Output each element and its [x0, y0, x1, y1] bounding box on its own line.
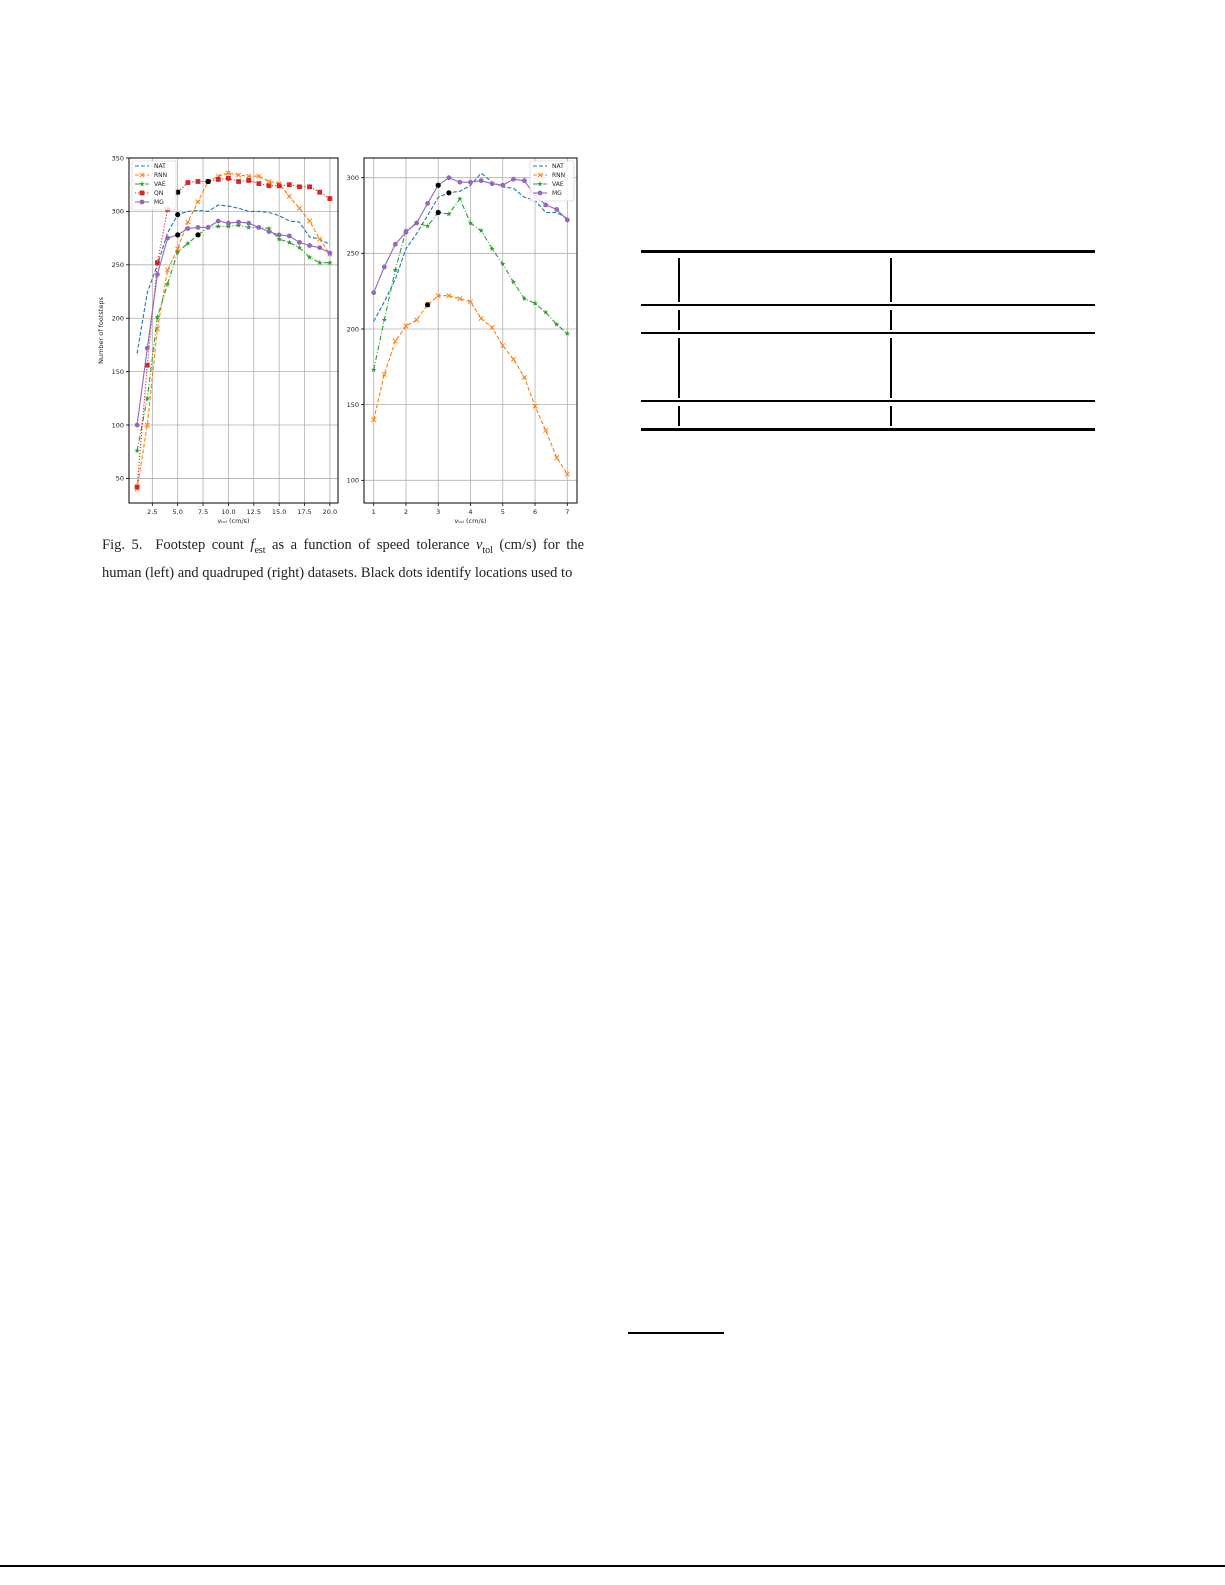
legend-label-rnn: RNN: [154, 172, 168, 179]
legend: [530, 161, 574, 201]
legend-label-vae: VAE: [154, 181, 166, 188]
highlight-points: [175, 179, 211, 238]
circle-marker: [479, 178, 484, 183]
circle-marker: [140, 200, 145, 205]
caption-text-1: Footstep count: [155, 537, 251, 553]
circle-marker: [425, 201, 430, 206]
square-marker: [216, 177, 221, 182]
y-tick-label: 50: [115, 474, 124, 483]
x-tick-label: 2: [403, 508, 409, 516]
table-col-divider: [678, 310, 680, 330]
table-col-divider: [890, 406, 892, 426]
y-tick-label: 200: [346, 325, 359, 334]
x-tick-label: 7: [565, 508, 570, 516]
x-tick-label: 20.0: [322, 508, 338, 516]
table-col-divider: [678, 406, 680, 426]
circle-marker: [554, 207, 559, 212]
square-marker: [155, 260, 160, 265]
star-marker: [165, 281, 170, 286]
caption-label: Fig. 5.: [102, 537, 143, 553]
star-marker: [511, 279, 516, 284]
circle-marker: [414, 221, 419, 226]
table-col-divider: [890, 338, 892, 398]
table-row-rule: [641, 304, 1095, 306]
black-dot-marker: [195, 232, 200, 237]
circle-marker: [236, 220, 241, 225]
y-tick-label: 150: [111, 367, 124, 376]
square-marker: [226, 176, 231, 181]
circle-marker: [246, 221, 251, 226]
circle-marker: [287, 234, 292, 239]
table-row-rule: [641, 332, 1095, 334]
y-tick-label: 250: [346, 249, 359, 258]
black-dot-marker: [425, 302, 430, 307]
square-marker: [185, 180, 190, 185]
caption-text-2: as a function of speed tolerance: [265, 537, 476, 553]
circle-marker: [404, 230, 409, 235]
y-axis-label: Number of footsteps: [97, 297, 105, 364]
square-marker: [196, 179, 201, 184]
subscript-tol: tol: [482, 544, 493, 556]
grid: [364, 158, 577, 503]
circle-marker: [490, 181, 495, 186]
star-marker: [317, 260, 322, 265]
series-line: [137, 221, 330, 425]
square-marker: [236, 179, 241, 184]
black-dot-marker: [206, 179, 211, 184]
circle-marker: [216, 219, 221, 224]
caption-text-3: (cm/s) for the human (left) and quadruped (right) datasets. Black dots identify locations used to: [102, 537, 585, 581]
circle-marker: [155, 272, 160, 277]
series-rnn: [135, 171, 332, 492]
x-axis-label: vₜₒₗ (cm/s): [454, 517, 487, 525]
y-tick-label: 100: [346, 476, 359, 485]
star-marker: [216, 224, 221, 229]
circle-marker: [206, 225, 211, 230]
x-tick-label: 10.0: [221, 508, 236, 516]
footnote-rule: [628, 1332, 724, 1334]
table-col-divider: [678, 338, 680, 398]
square-marker: [267, 183, 272, 188]
table-col-divider: [890, 258, 892, 302]
square-marker: [287, 182, 292, 187]
circle-marker: [382, 265, 387, 270]
circle-marker: [256, 225, 261, 230]
subscript-est: est: [254, 544, 266, 556]
y-tick-label: 300: [346, 173, 359, 182]
circle-marker: [468, 180, 473, 185]
circle-marker: [277, 233, 282, 238]
table-top-rule: [641, 250, 1095, 253]
x-tick-label: 7.5: [197, 508, 209, 516]
black-dot-marker: [446, 190, 451, 195]
x-tick-label: 1: [371, 508, 376, 516]
circle-marker: [565, 218, 570, 223]
circle-marker: [317, 245, 322, 250]
circle-marker: [226, 221, 231, 226]
black-dot-marker: [175, 212, 180, 217]
circle-marker: [446, 175, 451, 180]
chart-human-footsteps: [95, 150, 345, 534]
legend-label-qn: QN: [154, 190, 164, 197]
square-marker: [277, 183, 282, 188]
legend-label-nat: NAT: [552, 163, 564, 170]
legend: [132, 161, 176, 210]
x-tick-label: 4: [468, 508, 473, 516]
star-marker: [457, 196, 462, 201]
circle-marker: [457, 180, 462, 185]
x-tick-label: 15.0: [271, 508, 287, 516]
y-tick-label: 350: [111, 154, 124, 163]
x-tick-label: 17.5: [297, 508, 312, 516]
circle-marker: [267, 229, 272, 234]
legend-label-rnn: RNN: [552, 172, 566, 179]
circle-marker: [500, 183, 505, 188]
series-mg: [135, 219, 333, 428]
y-tick-label: 250: [111, 261, 124, 270]
legend-label-vae: VAE: [552, 181, 564, 188]
x-tick-label: 6: [532, 508, 538, 516]
black-dot-marker: [436, 183, 441, 188]
star-marker: [382, 317, 387, 322]
star-marker: [134, 448, 139, 453]
circle-marker: [371, 290, 376, 295]
circle-marker: [135, 423, 140, 428]
legend-label-nat: NAT: [154, 163, 166, 170]
legend-label-mg: MG: [552, 190, 562, 197]
legend-label-mg: MG: [154, 199, 164, 206]
y-tick-label: 150: [346, 400, 359, 409]
circle-marker: [538, 191, 543, 196]
circle-marker: [145, 346, 150, 351]
square-marker: [307, 184, 312, 189]
x-axis-label: vₜₒₗ (cm/s): [217, 517, 250, 525]
table-col-divider: [890, 310, 892, 330]
series-line: [137, 178, 330, 487]
x-tick-label: 12.5: [246, 508, 262, 516]
series-line: [137, 225, 330, 450]
black-dot-marker: [436, 210, 441, 215]
x-tick-label: 2.5: [147, 508, 158, 516]
x-tick-label: 5: [500, 508, 505, 516]
table-row-rule: [641, 400, 1095, 402]
x-tick-label: 3: [436, 508, 441, 516]
table-col-divider: [678, 258, 680, 302]
y-tick-label: 200: [111, 314, 124, 323]
circle-marker: [393, 242, 398, 247]
square-marker: [317, 190, 322, 195]
circle-marker: [522, 178, 527, 183]
circle-marker: [327, 251, 332, 256]
square-marker: [246, 178, 251, 183]
symbol-v: v: [475, 537, 483, 553]
y-tick-label: 300: [111, 207, 124, 216]
page-bottom-rule: [0, 1565, 1225, 1567]
circle-marker: [511, 177, 516, 182]
black-dot-marker: [175, 232, 180, 237]
circle-marker: [185, 226, 190, 231]
circle-marker: [196, 225, 201, 230]
circle-marker: [543, 203, 548, 208]
square-marker: [256, 181, 261, 186]
circle-marker: [307, 243, 312, 248]
series-vae: [134, 222, 332, 452]
square-marker: [140, 191, 145, 196]
chart-quadruped-footsteps: [340, 150, 585, 534]
circle-marker: [165, 236, 170, 241]
symbol-f: f: [250, 537, 255, 553]
circle-marker: [297, 240, 302, 245]
square-marker: [135, 485, 140, 490]
figure-caption: [102, 534, 584, 584]
star-marker: [446, 211, 451, 216]
table-bottom-rule: [641, 428, 1095, 431]
square-marker: [327, 196, 332, 201]
series-line: [137, 173, 330, 489]
square-marker: [297, 184, 302, 189]
y-tick-label: 100: [111, 421, 124, 430]
x-tick-label: 5.0: [172, 508, 183, 516]
